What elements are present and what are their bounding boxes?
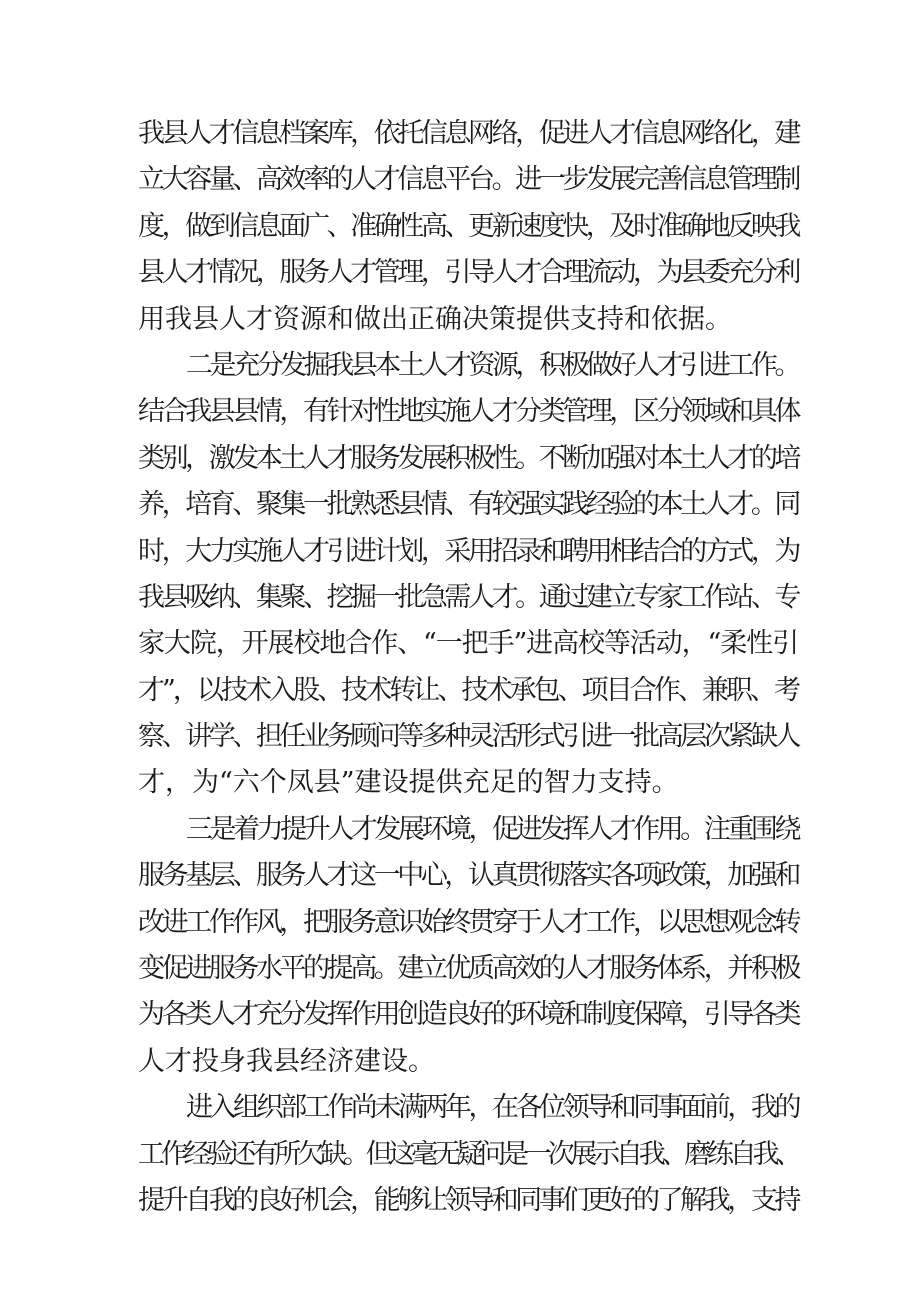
paragraph-1 <box>138 111 798 343</box>
paragraph-2 <box>138 343 798 807</box>
text-line: 家大院，开展校地合作、“一把手”进高校等活动，“柔性引 <box>138 628 798 660</box>
text-line: 立大容量、高效率的人才信息平台。进一步发展完善信息管理制 <box>138 164 798 196</box>
text-line: 提升自我的良好机会，能够让领导和同事们更好的了解我，支持 <box>138 1184 798 1216</box>
text-line: 县人才情况，服务人才管理，引导人才合理流动，为县委充分利 <box>138 257 798 289</box>
text-line: 为各类人才充分发挥作用创造良好的环境和制度保障，引导各类 <box>138 999 798 1031</box>
text-line: 改进工作作风，把服务意识始终贯穿于人才工作，以思想观念转 <box>138 906 798 938</box>
text-line: 服务基层、服务人才这一中心，认真贯彻落实各项政策，加强和 <box>138 860 798 892</box>
text-line: 我县吸纳、集聚、挖掘一批急需人才。通过建立专家工作站、专 <box>138 581 798 613</box>
text-line: 工作经验还有所欠缺。但这毫无疑问是一次展示自我、磨练自我、 <box>138 1138 798 1170</box>
text-line: 才”，以技术入股、技术转让、技术承包、项目合作、兼职、考 <box>138 674 798 706</box>
paragraph-3 <box>138 807 798 1085</box>
text-line: 结合我县县情，有针对性地实施人才分类管理，区分领域和具体 <box>138 396 798 428</box>
text-line: 才，为“六个凤县”建设提供充足的智力支持。 <box>138 767 679 799</box>
text-line: 度，做到信息面广、准确性高、更新速度快，及时准确地反映我 <box>138 210 798 242</box>
text-line: 三是着力提升人才发展环境，促进发挥人才作用。注重围绕 <box>186 813 798 845</box>
text-line: 用我县人才资源和做出正确决策提供支持和依据。 <box>138 303 732 335</box>
text-line: 二是充分发掘我县本土人才资源，积极做好人才引进工作。 <box>186 349 798 381</box>
text-line: 类别，激发本土人才服务发展积极性。不断加强对本土人才的培 <box>138 442 798 474</box>
text-line: 养，培育、聚集一批熟悉县情、有较强实践经验的本土人才。同 <box>138 489 798 521</box>
text-line: 进入组织部工作尚未满两年，在各位领导和同事面前，我的 <box>186 1092 798 1124</box>
paragraph-4 <box>138 1085 798 1224</box>
document-body <box>138 111 798 1224</box>
text-line: 人才投身我县经济建设。 <box>138 1045 435 1077</box>
text-line: 察、讲学、担任业务顾问等多种灵活形式引进一批高层次紧缺人 <box>138 721 798 753</box>
text-line: 时，大力实施人才引进计划，采用招录和聘用相结合的方式，为 <box>138 535 798 567</box>
text-line: 变促进服务水平的提高。建立优质高效的人才服务体系，并积极 <box>138 953 798 985</box>
text-line: 我县人才信息档案库，依托信息网络，促进人才信息网络化，建 <box>138 118 798 149</box>
